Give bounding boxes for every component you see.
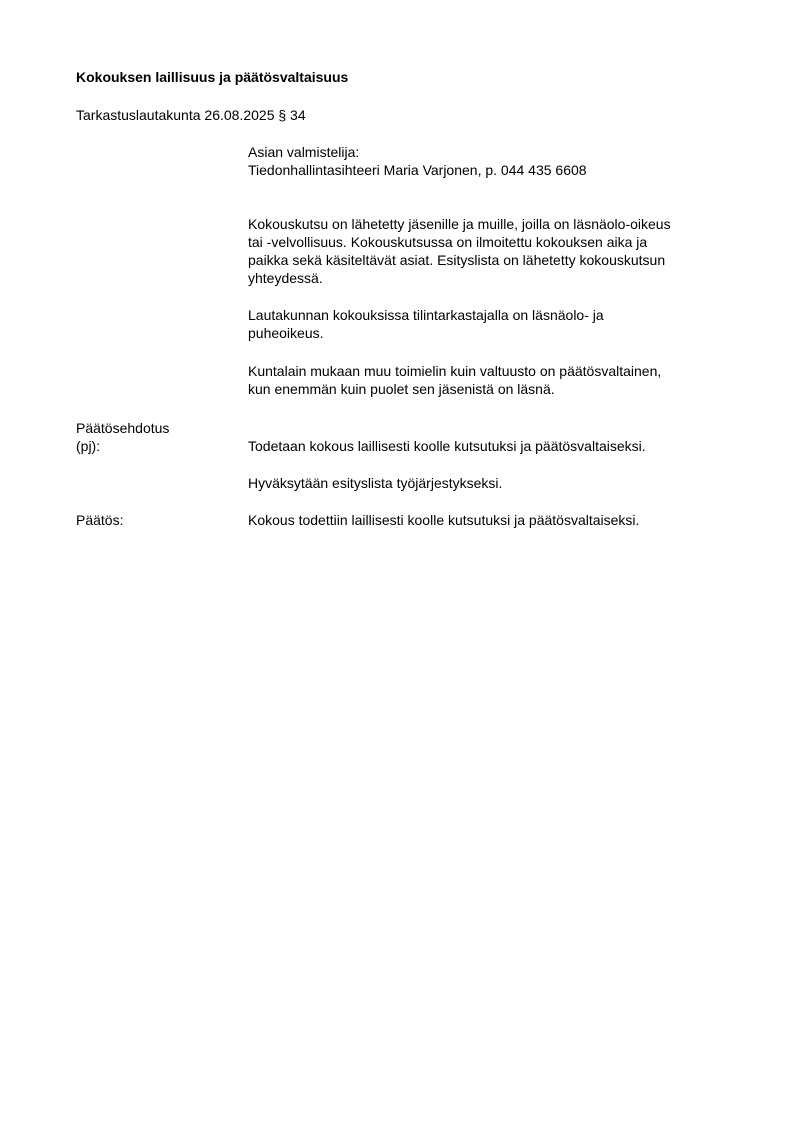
paragraph-invitation: [248, 215, 748, 287]
decision-text: Kokous todettiin laillisesti koolle kutsutuksi ja päätösvaltaiseksi.: [248, 512, 640, 528]
paragraph-quorum: [248, 362, 748, 398]
text-line: tai -velvollisuus. Kokouskutsussa on ilmoitettu kokouksen aika ja: [248, 234, 648, 250]
proposal-label-pj: (pj):: [76, 438, 101, 454]
preparer-label: Asian valmistelija:: [248, 144, 360, 160]
meeting-reference: Tarkastuslautakunta 26.08.2025 § 34: [76, 107, 306, 123]
paragraph-auditor: [248, 306, 748, 342]
proposal-text-2: Hyväksytään esityslista työjärjestykseksi.: [248, 475, 503, 491]
text-line: puheoikeus.: [248, 325, 324, 341]
proposal-text-1: Todetaan kokous laillisesti koolle kutsutuksi ja päätösvaltaiseksi.: [248, 438, 646, 454]
text-line: paikka sekä käsiteltävät asiat. Esityslista on lähetetty kokouskutsun: [248, 252, 666, 268]
text-line: kun enemmän kuin puolet sen jäsenistä on läsnä.: [248, 381, 555, 397]
proposal-label: Päätösehdotus: [76, 420, 170, 436]
text-line: yhteydessä.: [248, 270, 323, 286]
preparer-info: Tiedonhallintasihteeri Maria Varjonen, p. 044 435 6608: [248, 162, 587, 178]
text-line: Kuntalain mukaan muu toimielin kuin valtuusto on päätösvaltainen,: [248, 363, 662, 379]
text-line: Lautakunnan kokouksissa tilintarkastajalla on läsnäolo- ja: [248, 307, 604, 323]
document-title: Kokouksen laillisuus ja päätösvaltaisuus: [76, 69, 349, 85]
text-line: Kokouskutsu on lähetetty jäsenille ja muille, joilla on läsnäolo-oikeus: [248, 216, 671, 232]
decision-label: Päätös:: [76, 512, 124, 528]
